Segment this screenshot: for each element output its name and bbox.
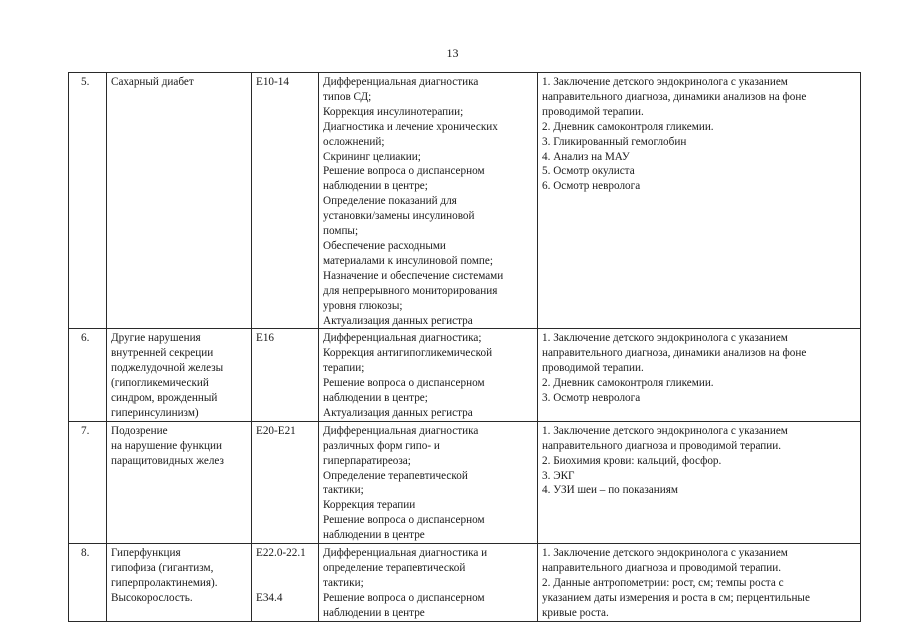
task-line: наблюдении в центре; — [323, 180, 428, 193]
documents-cell — [538, 329, 861, 421]
task-line: Актуализация данных регистра — [323, 314, 473, 327]
document-line: 1. Заключение детского эндокринолога с указанием — [542, 76, 788, 88]
task-line: осложнений; — [323, 135, 385, 148]
table-row — [69, 329, 861, 421]
task-line: различных форм гипо- и — [323, 439, 440, 452]
task-line: Определение терапевтической — [323, 469, 468, 482]
documents-cell — [538, 73, 861, 329]
condition-line: внутренней секреции — [111, 347, 214, 360]
task-line: Актуализация данных регистра — [323, 406, 473, 419]
task-line: Решение вопроса о диспансерном — [323, 165, 485, 178]
document-line: направительного диагноза, динамики анализов на фоне — [542, 90, 807, 103]
document-line: 4. УЗИ шеи – по показаниям — [542, 484, 678, 497]
task-line: Определение показаний для — [323, 195, 457, 208]
task-line: Обеспечение расходными — [323, 239, 446, 252]
task-line: типов СД; — [323, 90, 372, 103]
condition-line: гиперинсулинизм) — [111, 406, 199, 419]
document-line: 2. Дневник самоконтроля гликемии. — [542, 120, 714, 133]
document-line: 1. Заключение детского эндокринолога с указанием — [542, 332, 788, 345]
task-line: Коррекция терапии — [323, 499, 416, 512]
icd-code-cell — [252, 329, 319, 421]
task-line: Коррекция инсулинотерапии; — [323, 105, 464, 118]
document-line: направительного диагноза, динамики анализов на фоне — [542, 347, 807, 360]
condition-line: Сахарный диабет — [111, 76, 194, 88]
condition-line: Подозрение — [111, 424, 168, 437]
row-number: 8. — [81, 547, 90, 560]
task-line: наблюдении в центре — [323, 606, 425, 619]
condition-cell — [107, 421, 252, 543]
task-line: Дифференциальная диагностика и — [323, 547, 488, 560]
document-line: 2. Дневник самоконтроля гликемии. — [542, 377, 714, 390]
row-number-cell — [69, 421, 107, 543]
task-line: Дифференциальная диагностика — [323, 76, 479, 88]
document-line: 1. Заключение детского эндокринолога с указанием — [542, 547, 788, 560]
document-line: направительного диагноза и проводимой терапии. — [542, 562, 782, 574]
row-number: 6. — [81, 332, 90, 345]
document-line: указанием даты измерения и роста в см; перцентильные — [542, 591, 810, 604]
document-line: 4. Анализ на МАУ — [542, 150, 630, 163]
condition-line: Гиперфункция — [111, 547, 181, 560]
tasks-cell — [319, 544, 538, 622]
task-line: помпы; — [323, 225, 359, 238]
icd-code: E34.4 — [256, 592, 283, 604]
task-line: гиперпаратиреоза; — [323, 454, 411, 467]
row-number: 5. — [81, 76, 90, 88]
row-number-cell — [69, 544, 107, 622]
task-line: уровня глюкозы; — [323, 299, 403, 312]
document-line: 2. Данные антропометрии: рост, см; темпы роста с — [542, 576, 784, 589]
task-line: Решение вопроса о диспансерном — [323, 591, 485, 604]
documents-cell — [538, 421, 861, 543]
tasks-cell — [319, 73, 538, 329]
task-line: тактики; — [323, 576, 364, 589]
condition-line: паращитовидных желез — [111, 454, 224, 467]
referral-criteria-table — [68, 72, 861, 622]
document-line: кривые роста. — [542, 606, 609, 619]
task-line: Решение вопроса о диспансерном — [323, 377, 485, 390]
condition-line: Другие нарушения — [111, 332, 201, 345]
code-spacer — [256, 561, 314, 591]
task-line: наблюдении в центре; — [323, 392, 428, 405]
task-line: терапии; — [323, 362, 365, 375]
condition-line: гипофиза (гигантизм, — [111, 562, 214, 574]
task-line: Дифференциальная диагностика; — [323, 332, 482, 345]
task-line: Коррекция антигипогликемической — [323, 347, 493, 360]
document-line: 5. Осмотр окулиста — [542, 165, 635, 178]
icd-code-cell — [252, 421, 319, 543]
icd-code: E16 — [256, 332, 275, 345]
document-line: 6. Осмотр невролога — [542, 180, 641, 193]
task-line: определение терапевтической — [323, 562, 466, 574]
document-line: проводимой терапии. — [542, 105, 644, 118]
page-number: 13 — [446, 46, 459, 60]
table-row — [69, 421, 861, 543]
task-line: установки/замены инсулиновой — [323, 210, 475, 223]
document-line: 3. ЭКГ — [542, 469, 575, 482]
document-line: 3. Гликированный гемоглобин — [542, 135, 687, 148]
tasks-cell — [319, 329, 538, 421]
documents-cell — [538, 544, 861, 622]
condition-cell — [107, 73, 252, 329]
document-line: 2. Биохимия крови: кальций, фосфор. — [542, 454, 722, 467]
task-line: для непрерывного мониторирования — [323, 284, 498, 297]
condition-line: на нарушение функции — [111, 439, 223, 452]
task-line: материалами к инсулиновой помпе; — [323, 254, 493, 267]
condition-line: Высокорослость. — [111, 591, 193, 604]
document-line: 1. Заключение детского эндокринолога с указанием — [542, 424, 788, 437]
condition-cell — [107, 544, 252, 622]
row-number-cell — [69, 73, 107, 329]
task-line: тактики; — [323, 484, 364, 497]
task-line: Дифференциальная диагностика — [323, 424, 479, 437]
condition-cell — [107, 329, 252, 421]
tasks-cell — [319, 421, 538, 543]
task-line: Скрининг целиакии; — [323, 150, 421, 163]
condition-line: синдром, врожденный — [111, 392, 218, 405]
icd-code: E10-14 — [256, 76, 289, 88]
document-line: проводимой терапии. — [542, 362, 644, 375]
condition-line: поджелудочной железы — [111, 362, 224, 375]
icd-code-cell — [252, 544, 319, 622]
row-number: 7. — [81, 424, 90, 437]
icd-code: E22.0-22.1 — [256, 547, 306, 560]
condition-line: гиперпролактинемия). — [111, 576, 218, 589]
task-line: Диагностика и лечение хронических — [323, 120, 498, 133]
table-row — [69, 73, 861, 329]
condition-line: (гипогликемический — [111, 377, 209, 390]
document-line: направительного диагноза и проводимой терапии. — [542, 439, 782, 452]
row-number-cell — [69, 329, 107, 421]
document-line: 3. Осмотр невролога — [542, 392, 641, 405]
icd-code-cell — [252, 73, 319, 329]
task-line: наблюдении в центре — [323, 529, 425, 542]
task-line: Назначение и обеспечение системами — [323, 269, 504, 282]
table-row — [69, 544, 861, 622]
icd-code: E20-E21 — [256, 424, 296, 437]
task-line: Решение вопроса о диспансерном — [323, 514, 485, 527]
